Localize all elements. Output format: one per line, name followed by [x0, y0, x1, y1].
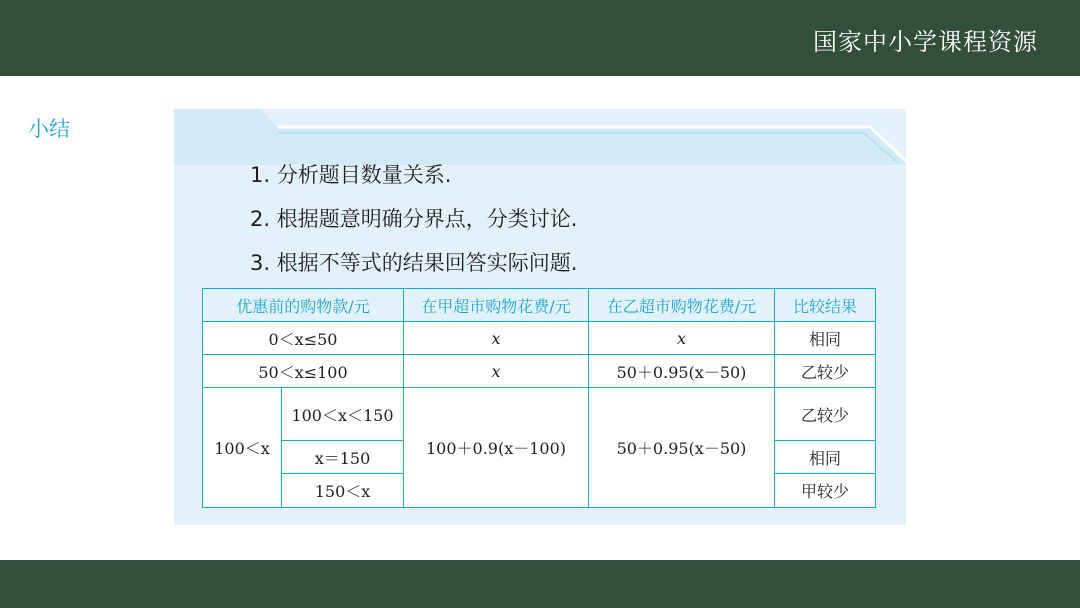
- top-banner: [0, 0, 1080, 76]
- summary-point-3: 3. 根据不等式的结果回答实际问题.: [250, 251, 578, 275]
- table-row: [203, 388, 876, 441]
- row2-range: 50＜x≤100: [203, 355, 404, 388]
- summary-point-2: 2. 根据题意明确分界点，分类讨论.: [250, 207, 578, 231]
- table-row: [203, 322, 876, 355]
- bottom-banner: [0, 560, 1080, 608]
- row3-sub-range-3: 150＜x: [282, 474, 404, 508]
- header-yi-cost: 在乙超市购物花费/元: [589, 289, 775, 322]
- table-row: [203, 355, 876, 388]
- row3-range: 100＜x: [203, 388, 282, 508]
- summary-point-1: 1. 分析题目数量关系.: [250, 163, 452, 187]
- row3-result-2: 相同: [775, 441, 876, 474]
- row3-yi: 50＋0.95(x－50): [589, 388, 775, 508]
- row2-yi: 50＋0.95(x－50): [589, 355, 775, 388]
- header-jia-cost: 在甲超市购物花费/元: [404, 289, 589, 322]
- row1-range: 0＜x≤50: [203, 322, 404, 355]
- comparison-table: [202, 288, 876, 508]
- row3-result-3: 甲较少: [775, 474, 876, 508]
- table-header-row: [203, 289, 876, 322]
- header-result: 比较结果: [775, 289, 876, 322]
- row3-result-1: 乙较少: [775, 388, 876, 441]
- row3-jia: 100＋0.9(x－100): [404, 388, 589, 508]
- row1-yi: x: [589, 322, 775, 355]
- row2-result: 乙较少: [775, 355, 876, 388]
- row1-result: 相同: [775, 322, 876, 355]
- row3-sub-range-2: x＝150: [282, 441, 404, 474]
- header-original-price: 优惠前的购物款/元: [203, 289, 404, 322]
- row1-jia: x: [404, 322, 589, 355]
- row3-sub-range-1: 100＜x＜150: [282, 388, 404, 441]
- summary-label: 小结: [28, 117, 70, 141]
- summary-points: [250, 153, 577, 285]
- site-title: 国家中小学课程资源: [813, 28, 1038, 56]
- row2-jia: x: [404, 355, 589, 388]
